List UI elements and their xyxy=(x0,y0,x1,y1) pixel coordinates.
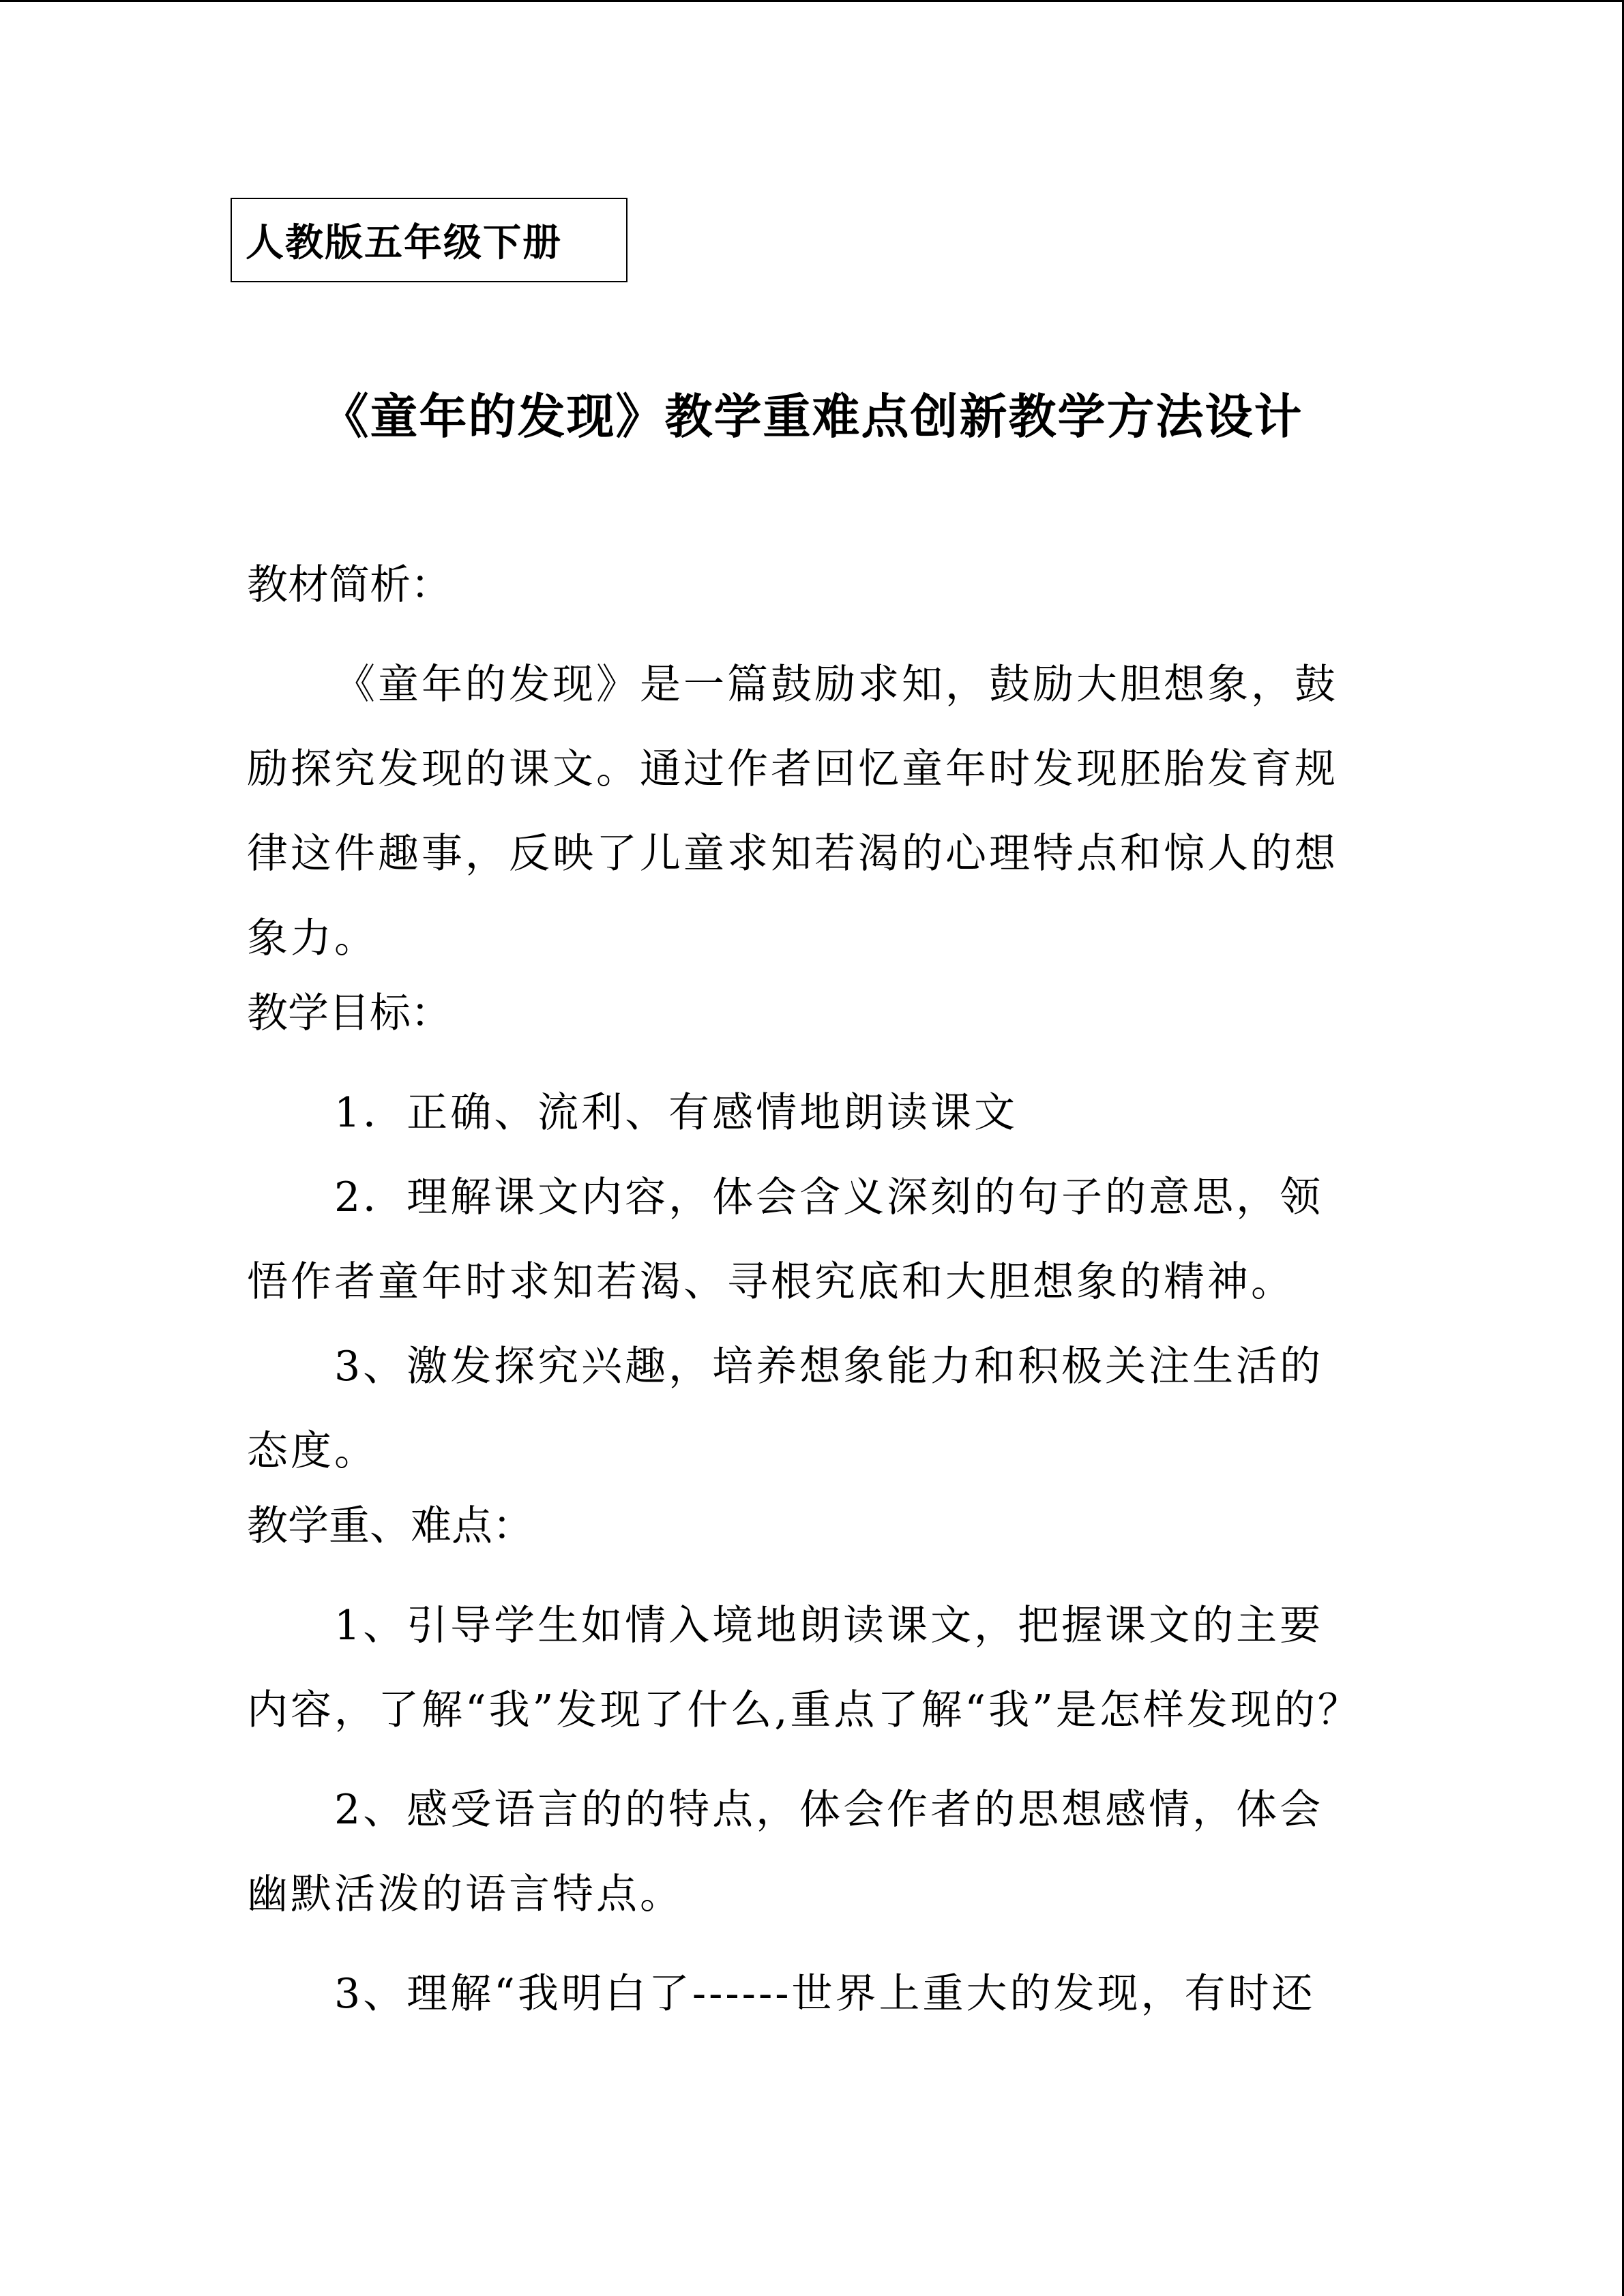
goal-item: 3、激发探究兴趣，培养想象能力和积极关注生活的态度。 xyxy=(247,1343,1324,1475)
material-paragraph: 《童年的发现》是一篇鼓励求知，鼓励大胆想象，鼓励探究发现的课文。通过作者回忆童年时发现胚胎发育规律这件趣事，反映了儿童求知若渴的心理特点和惊人的想象力。 xyxy=(247,661,1338,962)
grade-label: 人教版五年级下册 xyxy=(246,220,562,265)
goal-item: 2．理解课文内容，体会含义深刻的句子的意思，领悟作者童年时求知若渴、寻根究底和大胆想象的精神。 xyxy=(247,1174,1324,1306)
document-title: 《童年的发现》教学重难点创新教学方法设计 xyxy=(321,389,1303,445)
key-point-item: 3、理解“我明白了------世界上重大的发现，有时还 xyxy=(334,1970,1316,2018)
grade-label-box xyxy=(231,198,628,282)
goals-heading: 教学目标： xyxy=(247,989,452,1037)
document-body xyxy=(247,558,1365,2036)
key-point-item: 1、引导学生如情入境地朗读课文，把握课文的主要内容，了解“我”发现了什么,重点了解“我”是怎样发现的？ xyxy=(247,1602,1361,1734)
page-top-border xyxy=(0,0,1624,2)
key-points-heading: 教学重、难点： xyxy=(247,1502,533,1550)
key-point-item: 2、感受语言的的特点，体会作者的思想感情，体会幽默活泼的语言特点。 xyxy=(247,1786,1324,1918)
material-heading: 教材简析： xyxy=(247,561,452,609)
goal-item: 1．正确、流利、有感情地朗读课文 xyxy=(334,1089,1018,1137)
